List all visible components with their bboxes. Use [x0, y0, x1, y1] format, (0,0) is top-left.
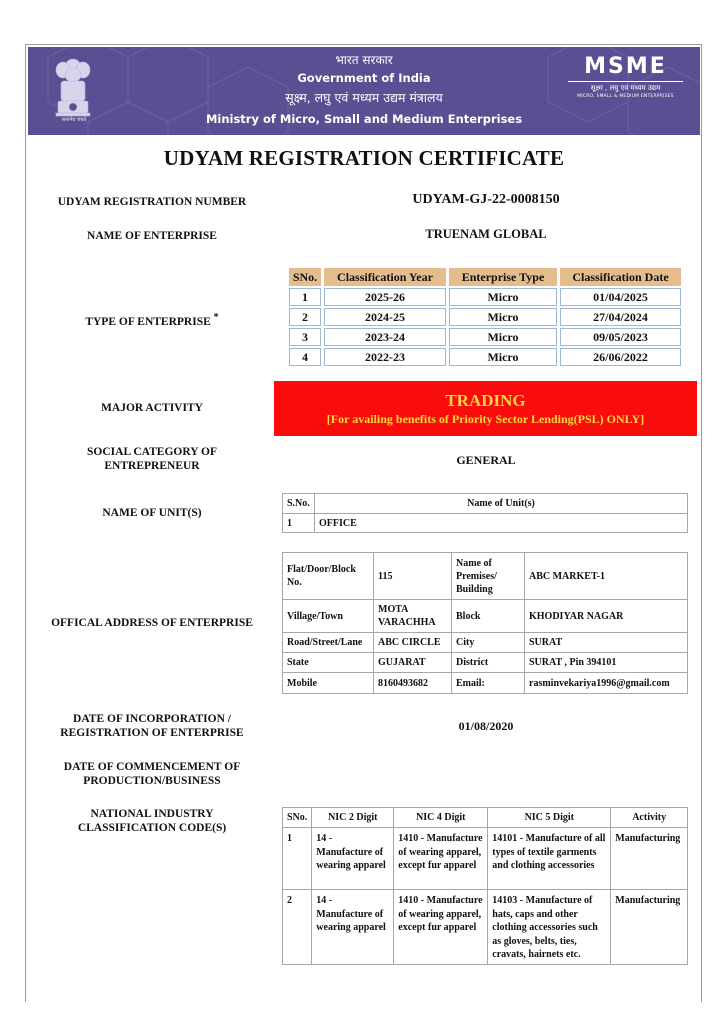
cell-field-value: SURAT , Pin 394101	[525, 653, 688, 673]
cell-sno: 4	[289, 348, 321, 366]
cell-nic-4: 1410 - Manufacture of wearing apparel, except fur apparel	[394, 828, 488, 890]
col-nic-2-digit: NIC 2 Digit	[312, 808, 394, 828]
col-nic-4-digit: NIC 4 Digit	[394, 808, 488, 828]
cell-type: Micro	[449, 348, 557, 366]
social-category-label-line1: SOCIAL CATEGORY OF	[87, 446, 217, 458]
cell-field-label: Name of Premises/ Building	[452, 553, 525, 600]
cell-sno: 1	[283, 828, 312, 890]
major-activity-value: TRADING	[445, 391, 526, 410]
cell-date: 01/04/2025	[560, 288, 681, 306]
nic-table	[282, 807, 688, 965]
cell-nic-5: 14103 - Manufacture of hats, caps and other clothing accessories such as gloves, belts, ties, cravats, hairnets etc.	[488, 890, 611, 965]
cell-field-value: KHODIYAR NAGAR	[525, 600, 688, 633]
cell-field-label: Mobile	[283, 673, 374, 694]
nic-label	[32, 807, 272, 835]
units-header-row	[283, 494, 688, 514]
address-table	[282, 552, 688, 694]
cell-mobile: 8160493682	[374, 673, 452, 694]
certificate-title: UDYAM REGISTRATION CERTIFICATE	[163, 146, 565, 170]
major-activity-label: MAJOR ACTIVITY	[101, 402, 203, 414]
col-unit-name: Name of Unit(s)	[315, 494, 688, 514]
nic-header-row	[283, 808, 688, 828]
cell-type: Micro	[449, 308, 557, 326]
msme-logo	[568, 55, 683, 99]
government-banner	[28, 47, 700, 135]
table-row	[289, 288, 681, 306]
reg-number-value: UDYAM-GJ-22-0008150	[412, 192, 560, 207]
cell-sno: 2	[289, 308, 321, 326]
cell-field-label: State	[283, 653, 374, 673]
type-of-enterprise-label-text: TYPE OF ENTERPRISE	[85, 315, 211, 328]
cell-sno: 1	[283, 514, 315, 533]
cell-nic-5: 14101 - Manufacture of all types of textile garments and clothing accessories	[488, 828, 611, 890]
incorporation-label	[32, 712, 272, 740]
cell-date: 09/05/2023	[560, 328, 681, 346]
classification-table	[286, 266, 684, 368]
incorporation-label-line1: DATE OF INCORPORATION /	[73, 713, 231, 725]
cell-field-value: SURAT	[525, 633, 688, 653]
units-table	[282, 493, 688, 533]
cell-email: rasminvekariya1996@gmail.com	[525, 673, 688, 694]
table-row	[283, 653, 688, 673]
type-of-enterprise-label	[32, 311, 272, 329]
cell-year: 2023-24	[324, 328, 446, 346]
cell-field-label: City	[452, 633, 525, 653]
commencement-label-line2: PRODUCTION/BUSINESS	[83, 775, 221, 787]
major-activity-box	[274, 381, 697, 436]
cell-nic-4: 1410 - Manufacture of wearing apparel, except fur apparel	[394, 890, 488, 965]
cell-sno: 2	[283, 890, 312, 965]
cell-field-label: Road/Street/Lane	[283, 633, 374, 653]
major-activity-note: [For availing benefits of Priority Sector Lending(PSL) ONLY]	[326, 412, 645, 426]
nic-label-line1: NATIONAL INDUSTRY	[90, 808, 214, 820]
col-classification-year: Classification Year	[324, 268, 446, 286]
cell-date: 27/04/2024	[560, 308, 681, 326]
table-row	[283, 633, 688, 653]
cell-nic-2: 14 - Manufacture of wearing apparel	[312, 890, 394, 965]
col-activity: Activity	[611, 808, 688, 828]
cell-nic-2: 14 - Manufacture of wearing apparel	[312, 828, 394, 890]
address-label: OFFICAL ADDRESS OF ENTERPRISE	[51, 617, 253, 629]
cell-field-value: MOTA VARACHHA	[374, 600, 452, 633]
ministry-text: Ministry of Micro, Small and Medium Enterprises	[205, 112, 523, 126]
social-category-label-line2: ENTREPRENEUR	[104, 460, 200, 472]
emblem-caption: सत्यमेव जयते	[61, 117, 87, 123]
cell-field-value: ABC MARKET-1	[525, 553, 688, 600]
social-category-label	[32, 445, 272, 473]
msme-logo-hindi: सूक्ष्म , लघु एवं मध्यम उद्यम	[590, 84, 661, 92]
table-row	[283, 553, 688, 600]
cell-sno: 3	[289, 328, 321, 346]
col-sno: S.No.	[283, 494, 315, 514]
enterprise-name-label: NAME OF ENTERPRISE	[87, 230, 217, 242]
cell-year: 2025-26	[324, 288, 446, 306]
col-sno: SNo.	[283, 808, 312, 828]
cell-field-label: Email:	[452, 673, 525, 694]
cell-year: 2024-25	[324, 308, 446, 326]
table-row	[283, 514, 688, 533]
commencement-label-line1: DATE OF COMMENCEMENT OF	[63, 761, 241, 773]
cell-sno: 1	[289, 288, 321, 306]
cell-activity: Manufacturing	[611, 890, 688, 965]
cell-field-label: Flat/Door/Block No.	[283, 553, 374, 600]
units-label: NAME OF UNIT(S)	[102, 507, 202, 519]
col-sno: SNo.	[289, 268, 321, 286]
cell-type: Micro	[449, 328, 557, 346]
social-category-value: GENERAL	[456, 453, 516, 467]
asterisk-mark: *	[213, 312, 219, 323]
table-row	[289, 348, 681, 366]
hindi-government-text: भारत सरकार	[335, 53, 393, 67]
msme-logo-text: MSME	[568, 55, 683, 82]
cell-field-label: Village/Town	[283, 600, 374, 633]
col-classification-date: Classification Date	[560, 268, 681, 286]
table-row	[283, 673, 688, 694]
cell-field-value: GUJARAT	[374, 653, 452, 673]
msme-logo-english: MICRO, SMALL & MEDIUM ENTERPRISES	[577, 94, 674, 99]
banner-heading	[178, 51, 550, 129]
table-row	[283, 600, 688, 633]
incorporation-date-value: 01/08/2020	[458, 719, 514, 733]
col-nic-5-digit: NIC 5 Digit	[488, 808, 611, 828]
cell-unit-name: OFFICE	[315, 514, 688, 533]
cell-activity: Manufacturing	[611, 828, 688, 890]
cell-field-label: Block	[452, 600, 525, 633]
cell-field-value: 115	[374, 553, 452, 600]
table-row	[283, 890, 688, 965]
table-row	[289, 328, 681, 346]
nic-label-line2: CLASSIFICATION CODE(S)	[77, 822, 227, 834]
cell-type: Micro	[449, 288, 557, 306]
table-row	[283, 828, 688, 890]
cell-year: 2022-23	[324, 348, 446, 366]
cell-field-label: District	[452, 653, 525, 673]
col-enterprise-type: Enterprise Type	[449, 268, 557, 286]
classification-header-row	[289, 268, 681, 286]
table-row	[289, 308, 681, 326]
government-of-india-text: Government of India	[297, 71, 431, 85]
cell-date: 26/06/2022	[560, 348, 681, 366]
cell-field-value: ABC CIRCLE	[374, 633, 452, 653]
incorporation-label-line2: REGISTRATION OF ENTERPRISE	[60, 727, 244, 739]
enterprise-name-value: TRUENAM GLOBAL	[425, 227, 547, 241]
commencement-label	[32, 760, 272, 788]
hindi-ministry-text: सूक्ष्म, लघु एवं मध्यम उद्यम मंत्रालय	[285, 90, 443, 105]
reg-number-label: UDYAM REGISTRATION NUMBER	[57, 196, 247, 208]
